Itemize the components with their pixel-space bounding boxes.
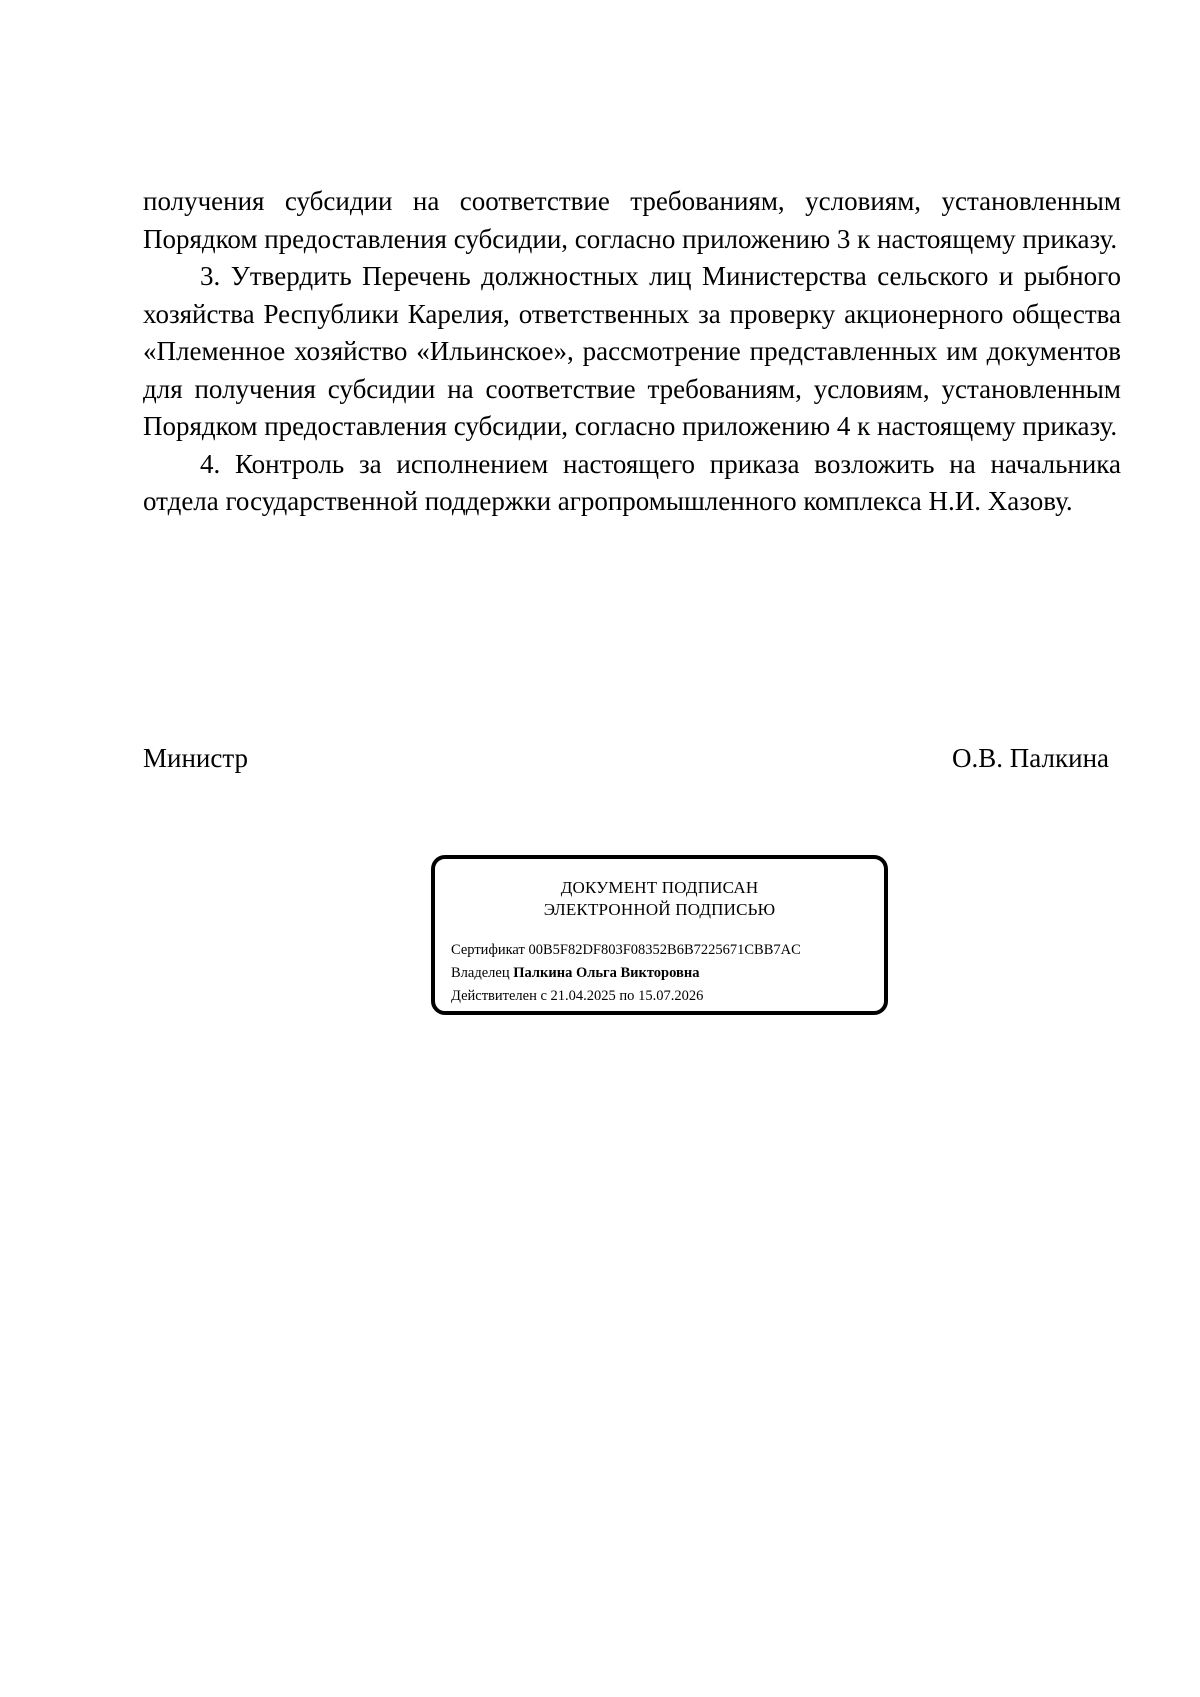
stamp-owner-row bbox=[451, 962, 801, 985]
stamp-validity-row bbox=[451, 985, 801, 1008]
stamp-certificate-row bbox=[451, 939, 801, 962]
certificate-value: 00B5F82DF803F08352B6B7225671CBB7AC bbox=[528, 942, 801, 958]
valid-to-label: по bbox=[619, 988, 635, 1004]
certificate-label: Сертификат bbox=[451, 942, 525, 958]
electronic-signature-stamp bbox=[431, 855, 888, 1015]
document-body bbox=[143, 183, 1121, 521]
valid-from-date: 21.04.2025 bbox=[550, 988, 616, 1004]
paragraph-continuation: получения субсидии на соответствие требованиям, условиям, установленным Порядком предоставления субсидии, согласно приложению 3 к настоящему приказу. bbox=[143, 186, 1121, 254]
signatory-name: О.В. Палкина bbox=[952, 743, 1109, 773]
valid-to-date: 15.07.2026 bbox=[638, 988, 704, 1004]
stamp-title-line-1: ДОКУМЕНТ ПОДПИСАН bbox=[560, 878, 759, 897]
stamp-title bbox=[435, 877, 884, 921]
owner-value: Палкина Ольга Викторовна bbox=[513, 965, 700, 981]
valid-from-label: с bbox=[540, 988, 547, 1004]
stamp-title-line-2: ЭЛЕКТРОННОЙ ПОДПИСЬЮ bbox=[543, 900, 776, 919]
owner-label: Владелец bbox=[451, 965, 510, 981]
signatory-position: Министр bbox=[143, 743, 248, 773]
paragraph-item-3: 3. Утвердить Перечень должностных лиц Министерства сельского и рыбного хозяйства Республики Карелия, ответственных за проверку акционерного общества «Племенное хозяйство «Ильинское», рассмотрение представленных им документов для получения субсидии на соответствие требованиям, условиям, установленным Порядком предоставления субсидии, согласно приложению 4 к настоящему приказу. bbox=[143, 261, 1121, 441]
stamp-details bbox=[451, 939, 801, 1008]
signature-block bbox=[143, 740, 1109, 777]
paragraph-item-4: 4. Контроль за исполнением настоящего приказа возложить на начальника отдела государственной поддержки агропромышленного комплекса Н.И. Хазову. bbox=[143, 448, 1121, 516]
valid-label: Действителен bbox=[451, 988, 537, 1004]
